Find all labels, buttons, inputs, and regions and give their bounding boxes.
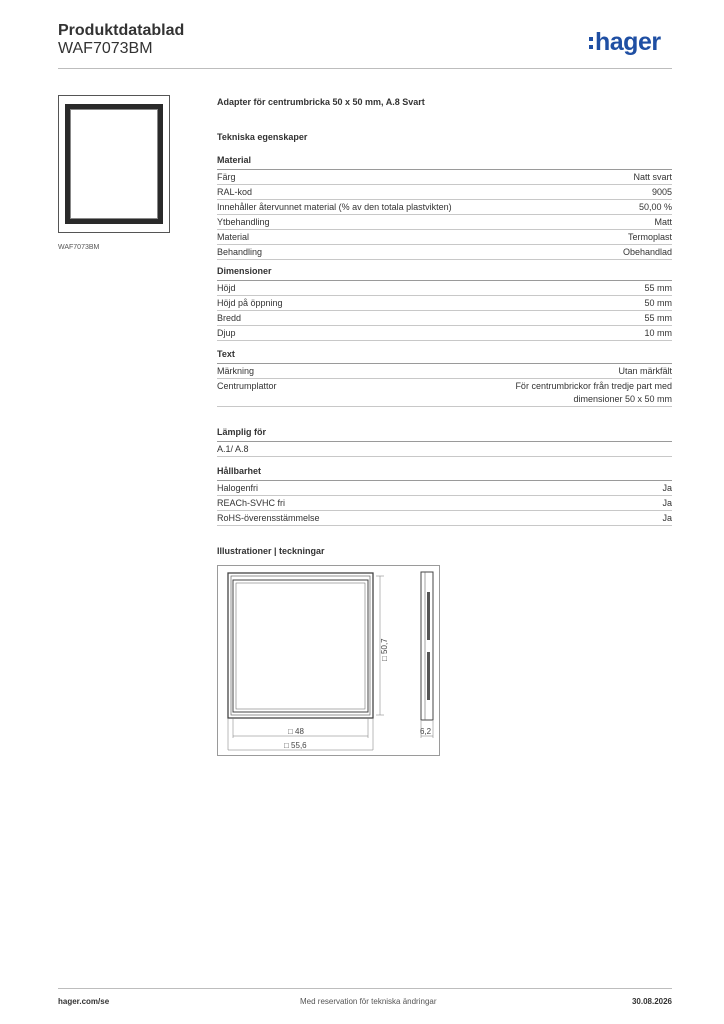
page-title: Produktdatablad — [58, 22, 185, 39]
frame-icon — [65, 104, 163, 224]
product-image — [58, 95, 170, 233]
table-row — [217, 326, 672, 341]
table-row — [217, 511, 672, 526]
cell-label: Höjd på öppning — [217, 297, 283, 308]
table-row — [217, 311, 672, 326]
table-row — [217, 496, 672, 511]
dim-depth-label: 6,2 — [420, 727, 432, 736]
cell-value: 50,00 % — [638, 201, 672, 212]
table-row — [217, 245, 672, 260]
section-title: Lämplig för — [217, 427, 672, 442]
cell-label: REACh-SVHC fri — [217, 497, 286, 508]
cell-value: 50 mm — [644, 297, 672, 308]
cell-label: RAL-kod — [217, 186, 253, 197]
cell-value: 9005 — [651, 186, 672, 197]
cell-value: Ja — [662, 512, 672, 523]
table-row — [217, 481, 672, 496]
cell-value: 55 mm — [644, 282, 672, 293]
dim-outer-label: □ 55,6 — [284, 741, 307, 750]
section-title: Text — [217, 349, 672, 364]
product-title: Adapter för centrumbricka 50 x 50 mm, A.8 Svart — [217, 97, 425, 107]
product-code: WAF7073BM — [58, 40, 153, 57]
table-row — [217, 296, 672, 311]
cell-label: Färg — [217, 171, 236, 182]
technical-drawing — [217, 565, 440, 756]
text-section — [217, 349, 672, 407]
cell-value: 55 mm — [644, 312, 672, 323]
cell-value: Obehandlad — [622, 246, 672, 257]
tech-heading: Tekniska egenskaper — [217, 132, 308, 142]
table-row — [217, 200, 672, 215]
cell-label: Halogenfri — [217, 482, 259, 493]
cell-label: Ytbehandling — [217, 216, 270, 227]
cell-label: Höjd — [217, 282, 236, 293]
cell-label: A.1/ A.8 — [217, 443, 249, 454]
cell-label: RoHS-överensstämmelse — [217, 512, 320, 523]
cell-label: Bredd — [217, 312, 242, 323]
header-divider — [58, 68, 672, 69]
table-row — [217, 230, 672, 245]
table-row — [217, 185, 672, 200]
cell-value: 10 mm — [644, 327, 672, 338]
illustrations-heading: Illustrationer | teckningar — [217, 546, 325, 556]
dim-inner-label: □ 48 — [288, 727, 304, 736]
footer-disclaimer: Med reservation för tekniska ändringar — [300, 997, 437, 1006]
cell-value: För centrumbrickor från tredje part med dimensioner 50 x 50 mm — [515, 381, 672, 404]
table-row — [217, 379, 672, 407]
suitable-section — [217, 427, 672, 457]
logo-text: hager — [595, 28, 661, 56]
cell-value: Matt — [654, 216, 672, 227]
table-row — [217, 281, 672, 296]
footer-divider — [58, 988, 672, 989]
cell-value: Ja — [662, 482, 672, 493]
table-row — [217, 170, 672, 185]
section-title: Dimensioner — [217, 266, 672, 281]
cell-value: Ja — [662, 497, 672, 508]
table-row — [217, 442, 672, 457]
cell-label: Märkning — [217, 365, 255, 376]
cell-label: Material — [217, 231, 250, 242]
cell-value: Utan märkfält — [618, 365, 672, 376]
section-title: Material — [217, 155, 672, 170]
section-title: Hållbarhet — [217, 466, 672, 481]
footer-date: 30.08.2026 — [631, 997, 672, 1006]
cell-label: Behandling — [217, 246, 263, 257]
footer-website-link[interactable]: hager.com/se — [58, 997, 110, 1006]
table-row — [217, 364, 672, 379]
product-image-caption: WAF7073BM — [58, 244, 100, 251]
dim-height-label: □ 50,7 — [380, 638, 389, 661]
table-row — [217, 215, 672, 230]
cell-label: Centrumplattor — [217, 381, 277, 391]
hager-logo[interactable] — [589, 28, 661, 57]
cell-value: Natt svart — [633, 171, 672, 182]
material-section — [217, 155, 672, 260]
logo-dots-icon — [589, 37, 593, 49]
cell-label: Innehåller återvunnet material (% av den totala plastvikten) — [217, 201, 452, 212]
sustainability-section — [217, 466, 672, 526]
cell-value: Termoplast — [627, 231, 672, 242]
cell-label: Djup — [217, 327, 236, 338]
dimensions-section — [217, 266, 672, 341]
